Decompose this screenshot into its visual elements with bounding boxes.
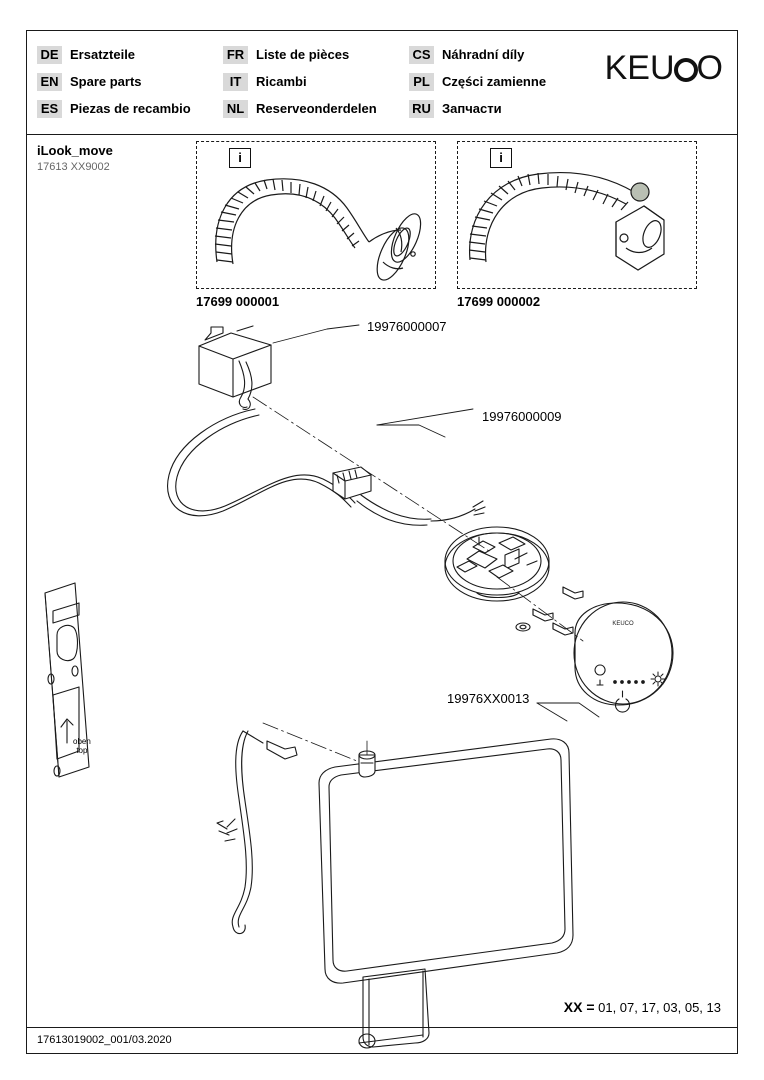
footer-bar (27, 1027, 737, 1053)
language-cell-ru (409, 100, 595, 118)
language-cell-pl (409, 73, 595, 91)
language-label-es: Piezas de recambio (70, 101, 191, 116)
language-cell-en (37, 73, 223, 91)
brand-text-pre: KEU (604, 49, 675, 87)
language-label-it: Ricambi (256, 74, 307, 89)
product-name: iLook_move (37, 143, 113, 158)
language-code-fr: FR (223, 46, 248, 64)
language-label-en: Spare parts (70, 74, 142, 89)
info-box-1 (196, 141, 436, 289)
language-cell-cs (409, 46, 595, 64)
language-row (37, 41, 597, 68)
language-cell-de (37, 46, 223, 64)
part-label-19976000009: 19976000009 (482, 409, 562, 424)
info-box-1-caption: 17699 000001 (196, 294, 280, 309)
brand-o-glyph (674, 58, 698, 82)
variant-code-key: XX = (563, 999, 595, 1015)
base-housing-part (445, 527, 549, 601)
language-code-it: IT (223, 73, 248, 91)
language-code-cs: CS (409, 46, 434, 64)
cable-grommet-part (359, 751, 375, 777)
plate-text-line1: oben (73, 737, 91, 746)
power-cable-part (168, 409, 485, 525)
language-code-pl: PL (409, 73, 434, 91)
variant-code-note (564, 999, 721, 1015)
language-label-de: Ersatzteile (70, 47, 136, 62)
control-unit-part (574, 602, 673, 712)
mirror-panel-part (319, 739, 573, 1048)
language-code-en: EN (37, 73, 62, 91)
language-cell-nl (223, 100, 409, 118)
language-code-es: ES (37, 100, 62, 118)
assembly-axis (253, 397, 583, 771)
variant-code-values: 01, 07, 17, 03, 05, 13 (594, 1000, 721, 1015)
language-label-pl: Części zamienne (442, 74, 547, 89)
language-code-ru: RU (409, 100, 434, 118)
info-box-2 (457, 141, 697, 289)
language-label-cs: Náhradní díly (442, 47, 525, 62)
language-label-nl: Reserveonderdelen (256, 101, 377, 116)
info-icon: i (490, 148, 512, 168)
product-code: 17613 XX9002 (37, 161, 110, 173)
spare-parts-sheet (26, 30, 738, 1054)
keuco-logo (605, 49, 723, 88)
language-cell-fr (223, 46, 409, 64)
product-identification (37, 143, 113, 173)
plate-text-line2: top (76, 746, 88, 755)
language-label-ru: Запчасти (442, 101, 502, 116)
document-reference: 17613019002_001/03.2020 (37, 1034, 172, 1046)
info-icon: i (229, 148, 251, 168)
language-grid (37, 41, 597, 122)
language-row (37, 95, 597, 122)
language-code-nl: NL (223, 100, 248, 118)
language-label-fr: Liste de pièces (256, 47, 350, 62)
language-cell-it (223, 73, 409, 91)
info-box-2-caption: 17699 000002 (457, 294, 541, 309)
brand-text-post: O (696, 49, 723, 87)
transformer-part (199, 326, 271, 409)
language-row (37, 68, 597, 95)
part-label-19976000007: 19976000007 (367, 319, 447, 334)
language-code-de: DE (37, 46, 62, 64)
language-cell-es (37, 100, 223, 118)
sensor-cable-part (217, 731, 297, 934)
screw-parts (516, 587, 583, 635)
language-header (27, 31, 737, 135)
svg-text:KEUCO: KEUCO (612, 621, 634, 627)
wall-plate-orientation-text (73, 737, 91, 755)
part-label-19976XX0013: 19976XX0013 (447, 691, 530, 706)
